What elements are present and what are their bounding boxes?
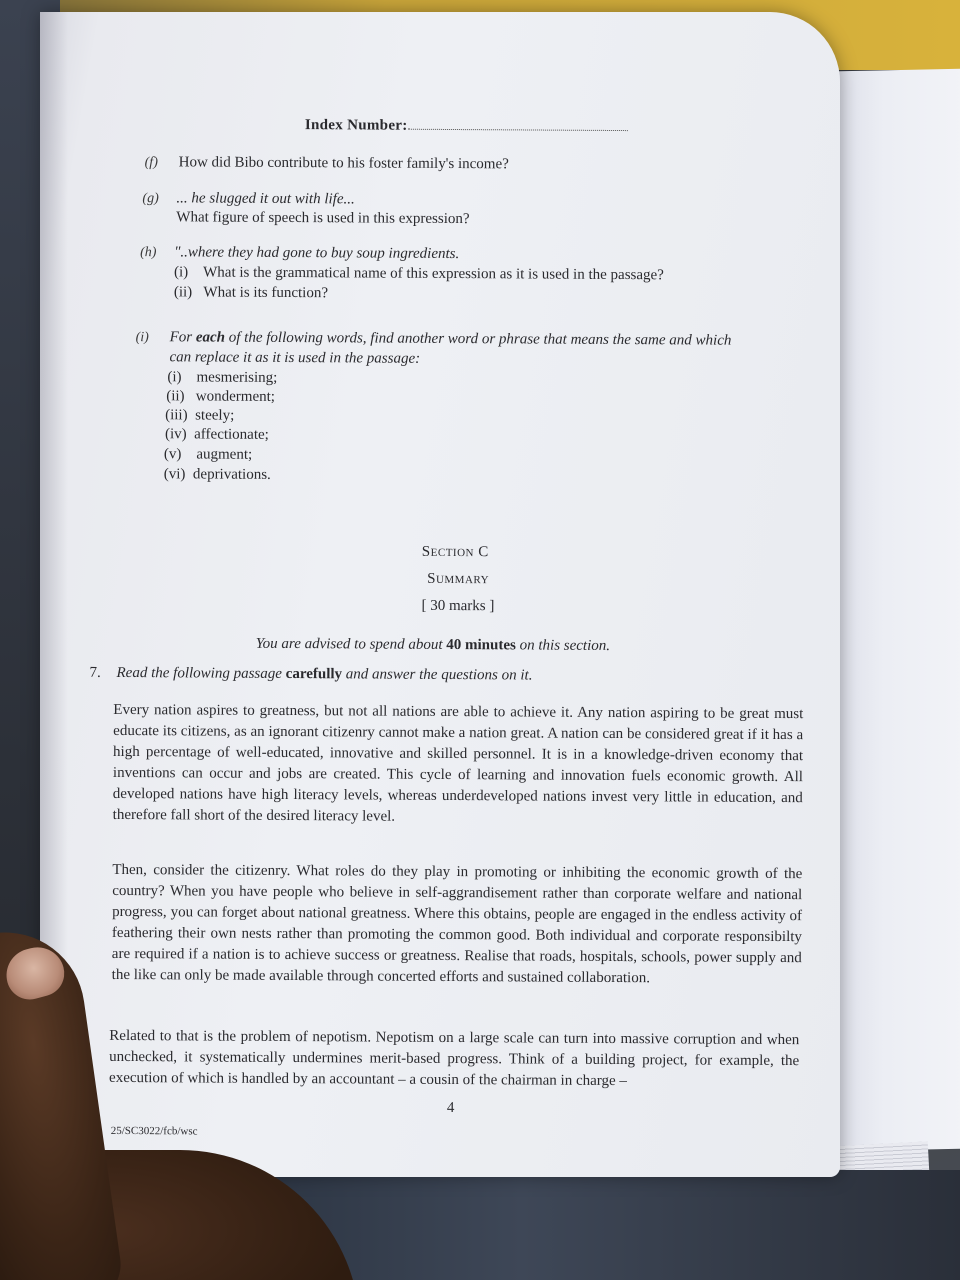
section-marks: [ 30 marks ] — [421, 597, 495, 615]
question-h-sub-1-text: What is the grammatical name of this expression as it is used in the passage? — [203, 264, 664, 284]
question-h-label: (h) — [140, 245, 157, 261]
word-text: affectionate; — [194, 426, 269, 443]
word-num: (ii) — [166, 388, 185, 405]
word-text: wonderment; — [195, 388, 276, 405]
page-number: 4 — [446, 1099, 455, 1117]
section-advice-bold: 40 minutes — [446, 636, 516, 654]
word-num: (iii) — [165, 407, 188, 424]
section-title: Section C — [421, 543, 489, 561]
question-h-sub-2-text: What is its function? — [203, 284, 329, 302]
question-i-label: (i) — [135, 330, 149, 346]
word-text: mesmerising; — [196, 369, 278, 386]
question-7-post: and answer the questions on it. — [342, 666, 533, 684]
passage-paragraph-2: Then, consider the citizenry. What roles do they play in promoting or inhibiting the economic growth of the country? When you have people who believe in self-aggrandisement rather than corporate welfare and national progress, you can forget about national greatness. Where this obtains, people are engaged in the endless activity of feathering their own nests rather than promoting the common good. Both individual and corporate responsibilty are required if a nation is to achieve success or greatness. Realise that roads, hospitals, schools, power supply and the like can only be made available through concerted efforts and sustained collaboration. — [111, 861, 803, 987]
section-advice — [256, 636, 610, 655]
section-advice-pre: You are advised to spend about — [255, 635, 447, 653]
section-advice-post: on this section. — [515, 637, 611, 654]
question-g-text: What figure of speech is used in this expression? — [176, 209, 470, 228]
word-list-item — [164, 466, 271, 484]
question-i-line-2: can replace it as it is used in the passage: — [169, 349, 421, 367]
passage-paragraph-1: Every nation aspires to greatness, but not all nations are able to achieve it. Any nation aspiring to be great must educate its citizens, as an ignorant citizenry cannot make a nation great. A nation can be considered great if it has a high percentage of well-educated, innovative and skilled personnel. It is in a knowledge-driven economy that inventions can occur and jobs are created. This cycle of learning and innovation fuels economic growth. All developed nations have high literacy levels, whereas underdeveloped nations invest very little in education, and therefore fall short of the desired literacy level. — [112, 701, 804, 825]
question-g-label: (g) — [142, 191, 159, 207]
question-7-bold: carefully — [285, 665, 343, 683]
word-text: augment; — [196, 446, 253, 463]
question-h-sub-1 — [174, 264, 664, 284]
word-list-item — [165, 407, 234, 424]
question-7-pre: Read the following passage — [116, 664, 286, 682]
word-list-item — [164, 446, 252, 464]
question-f-text: How did Bibo contribute to his foster family's income? — [178, 154, 509, 173]
word-num: (vi) — [163, 466, 186, 483]
question-i-line-1-bold: each — [195, 329, 226, 346]
index-number-label: Index Number: — [304, 117, 408, 134]
word-text: steely; — [195, 407, 235, 424]
question-i-line-1 — [170, 329, 732, 349]
word-list-item — [166, 388, 275, 406]
question-h-sub-1-num: (i) — [173, 264, 189, 281]
word-list-item — [165, 426, 269, 444]
paper-code: 25/SC3022/fcb/wsc — [110, 1124, 198, 1138]
word-list-item — [167, 369, 277, 387]
question-7-instruction — [116, 665, 532, 685]
word-text: deprivations. — [192, 466, 271, 483]
question-g-quote: ... he slugged it out with life... — [176, 190, 355, 208]
passage-paragraph-3: Related to that is the problem of nepotism. Nepotism on a large scale can turn into massive corruption and when unchecked, it systematically undermines merit-based progress. Think of a building project, for example, the execution of which is handled by an accountant – a cousin of the chairman in charge – — [109, 1027, 800, 1090]
index-number-field — [305, 117, 628, 136]
word-num: (iv) — [164, 426, 187, 443]
question-h-sub-2 — [174, 284, 328, 302]
section-subtitle: Summary — [427, 570, 490, 588]
word-num: (v) — [163, 446, 182, 463]
question-f-label: (f) — [144, 155, 158, 171]
question-h-sub-2-num: (ii) — [173, 284, 193, 301]
word-num: (i) — [167, 369, 182, 386]
question-i-line-1-pre: For — [169, 329, 196, 346]
question-i-line-1-post: of the following words, find another word or phrase that means the same and which — [224, 329, 732, 349]
question-h-quote: "..where they had gone to buy soup ingredients. — [174, 244, 460, 263]
question-7-number: 7. — [89, 664, 101, 681]
index-number-blank — [408, 119, 628, 131]
